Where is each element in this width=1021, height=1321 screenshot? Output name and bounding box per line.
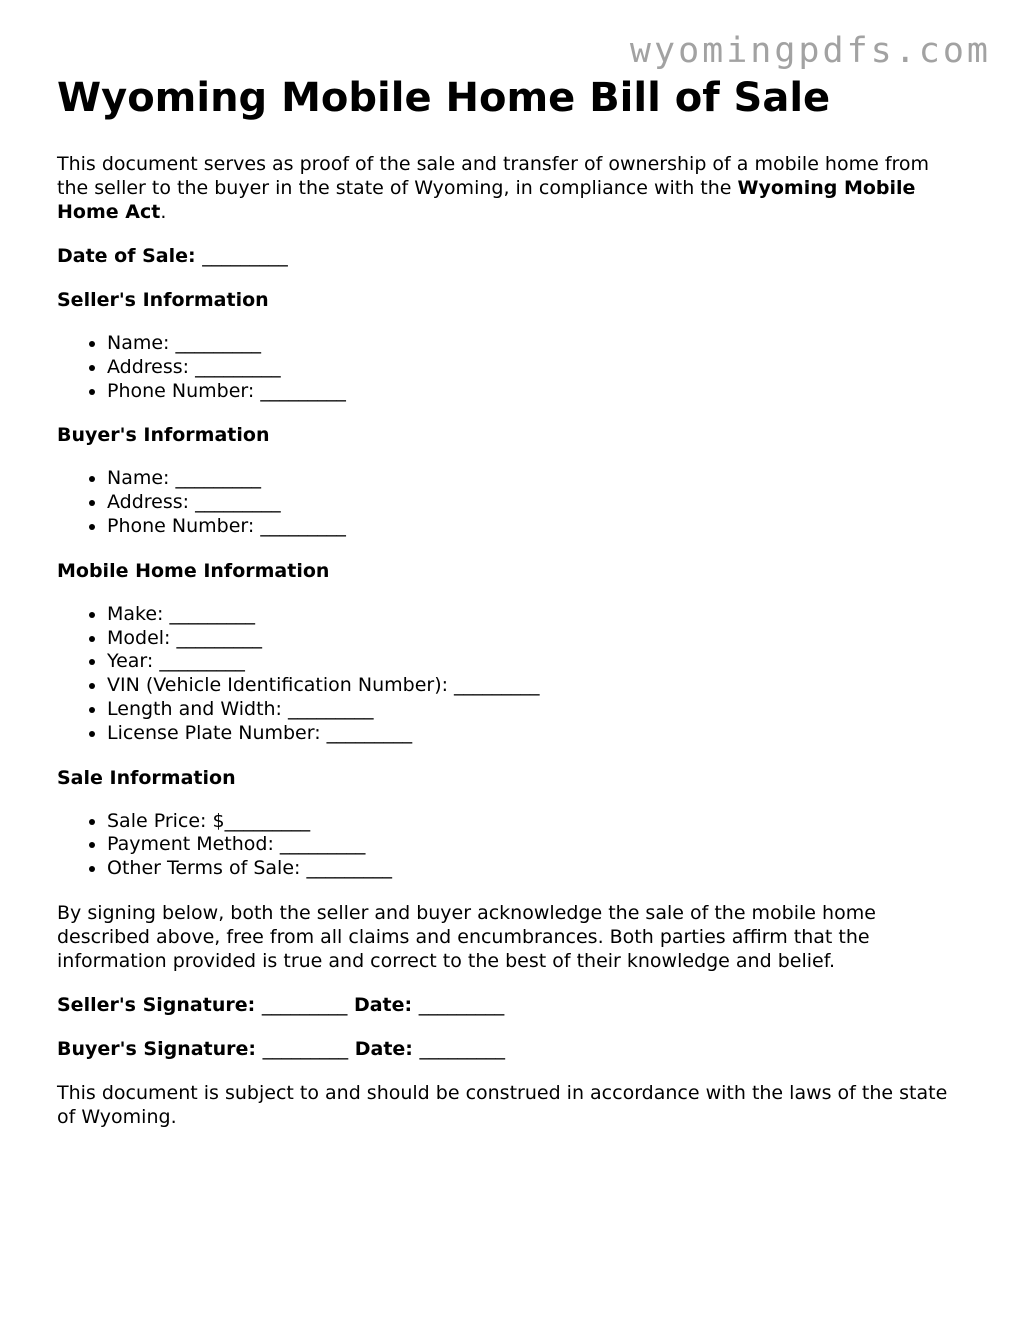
buyer-list: [57, 467, 957, 538]
sale-price-item: • Sale Price: $_________: [107, 810, 957, 834]
seller-date-label: Date:: [353, 993, 413, 1016]
mobile-home-list: [57, 603, 957, 746]
buyer-name-item: • Name: _________: [107, 467, 957, 491]
buyer-signature-blank: _________: [262, 1037, 349, 1060]
seller-address-item: • Address: _________: [107, 356, 957, 380]
date-of-sale-label: Date of Sale:: [57, 245, 196, 267]
buyer-date-label: Date:: [354, 1037, 413, 1060]
act-name: Wyoming Mobile Home Act: [57, 177, 916, 223]
date-of-sale-blank: _________: [202, 245, 288, 267]
seller-phone-item: • Phone Number: _________: [107, 380, 957, 404]
license-plate-item: • License Plate Number: _________: [107, 722, 957, 746]
payment-method-item: • Payment Method: _________: [107, 833, 957, 857]
seller-signature-blank: _________: [261, 993, 348, 1016]
buyer-date-blank: _________: [419, 1037, 506, 1060]
model-item: • Model: _________: [107, 627, 957, 651]
seller-signature-label: Seller's Signature:: [57, 993, 256, 1016]
make-item: • Make: _________: [107, 603, 957, 627]
acknowledgment-paragraph: By signing below, both the seller and buyer acknowledge the sale of the mobile home described above, free from all claims and encumbrances. Both parties affirm that the information provided is true and correct to the best of their knowledge and belief.: [57, 901, 876, 972]
year-item: • Year: _________: [107, 650, 957, 674]
seller-date-blank: _________: [418, 993, 505, 1016]
intro-text-before: This document serves as proof of the sale and transfer of ownership of a mobile home from the seller to the buyer in the state of Wyoming, in compliance with the: [57, 153, 930, 199]
mobile-home-heading: Mobile Home Information: [57, 559, 330, 582]
other-terms-item: • Other Terms of Sale: _________: [107, 857, 957, 881]
governing-law-paragraph: This document is subject to and should be construed in accordance with the laws of the state of Wyoming.: [57, 1081, 948, 1128]
seller-list: [57, 332, 957, 403]
buyer-address-item: • Address: _________: [107, 491, 957, 515]
watermark: wyomingpdfs.com: [629, 31, 991, 71]
buyer-signature-label: Buyer's Signature:: [57, 1037, 256, 1060]
seller-heading: Seller's Information: [57, 289, 269, 311]
intro-paragraph: [57, 152, 957, 224]
intro-text-after: .: [160, 201, 167, 223]
buyer-phone-item: • Phone Number: _________: [107, 515, 957, 539]
sale-list: [57, 810, 957, 881]
buyer-signature-line: [57, 1037, 957, 1061]
seller-signature-line: [57, 993, 957, 1017]
page-title: Wyoming Mobile Home Bill of Sale: [57, 75, 831, 121]
date-of-sale-line: [57, 244, 957, 268]
sale-heading: Sale Information: [57, 766, 236, 789]
vin-item: • VIN (Vehicle Identification Number): _________: [107, 674, 957, 698]
seller-name-item: • Name: _________: [107, 332, 957, 356]
buyer-heading: Buyer's Information: [57, 424, 270, 447]
length-width-item: • Length and Width: _________: [107, 698, 957, 722]
document-page: [57, 76, 957, 1149]
